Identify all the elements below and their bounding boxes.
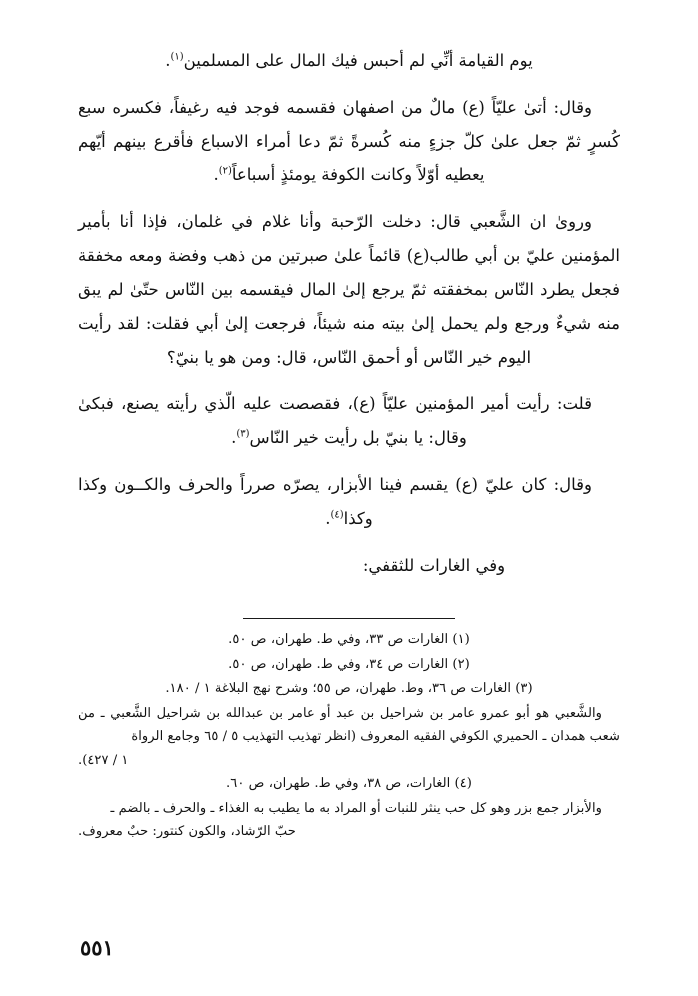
- footnote-item: [78, 628, 620, 652]
- paragraph-spacer: [78, 542, 620, 549]
- paragraph-5-text: وقال: كان عليّ (ع) يقسم فينا الأبزار، يصرّه صرراً والحرف والكــون وكذا وكذا: [78, 474, 592, 528]
- paragraph-5: [78, 468, 620, 536]
- footnote-4-text: الغارات، ص ٣٨، وفي ط. طهران، ص ٦٠.: [226, 776, 451, 792]
- paragraph-6: [78, 549, 620, 583]
- footnote-3b-tail: ١ / ٤٢٧).: [78, 752, 129, 768]
- footnote-ref-1: (١): [170, 51, 184, 63]
- footnote-item: [78, 772, 620, 796]
- footnote-item: [78, 797, 620, 844]
- footnote-item: [78, 702, 620, 773]
- paragraph-6-text: وفي الغارات للثقفي:: [362, 555, 506, 575]
- footnote-4b-text: والأبزار جمع بزر وهو كل حب ينثر للنبات أو المراد به ما يطيب به الغذاء ـ والحرف ـ بالضم ـ: [110, 800, 602, 816]
- paragraph-spacer: [78, 198, 620, 205]
- footnote-item: [78, 653, 620, 677]
- footnote-3-text: الغارات ص ٣٦، وط. طهران، ص ٥٥؛ وشرح نهج البلاغة ١ / ١٨٠.: [165, 681, 512, 697]
- paragraph-2: [78, 91, 620, 192]
- footnote-separator: [243, 618, 455, 619]
- paragraph-4: [78, 387, 620, 455]
- paragraph-spacer: [78, 84, 620, 91]
- footnote-4-marker: (٤): [454, 776, 472, 792]
- footnote-1-marker: (١): [452, 632, 470, 648]
- footnote-3-marker: (٣): [515, 681, 533, 697]
- footnote-2-marker: (٢): [452, 656, 470, 672]
- page-number: ٥٥١: [80, 935, 114, 960]
- footnote-3b-text: والشَّعبي هو أبو عمرو عامر بن شراحيل بن عبد أو عامر بن عبدالله بن شراحيل الشَّعبي ـ من شعب همدان ـ الحميري الكوفي الفقيه المعروف (انظر تهذيب التهذيب ٥ / ٦٥ وجامع الرواة: [78, 705, 620, 745]
- body-text: [78, 44, 620, 588]
- paragraph-4-text: قلت: رأيت أمير المؤمنين عليّاً (ع)، فقصصت عليه الّذي رأيته يصنع، فبكىٰ وقال: يا بنيّ بل رأيت خير النّاس: [78, 394, 592, 448]
- footnote-1-text: الغارات ص ٣٣، وفي ط. طهران، ص ٥٠.: [228, 632, 449, 648]
- footnote-ref-4: (٤): [330, 509, 344, 521]
- footnote-4b-tail: حبّ الرّشاد، والكون كنتور: حبٌ معروف.: [78, 824, 296, 840]
- footnote-ref-3: (٣): [236, 428, 250, 440]
- paragraph-3-text: وروىٰ ان الشَّعبي قال: دخلت الرّحبة وأنا غلام في غلمان، فإذا أنا بأمير المؤمنين عليّ بن أبي طالب(ع) قائماً علىٰ صبرتين من ذهب وفضة ومعه مخفقة فجعل يطرد النّاس بمخفقته ثمّ يرجع إلىٰ المال فيقسمه بين النّاس حتّىٰ لم يبق منه شيءٌ ورجع ولم يحمل إلىٰ بيته منه شيئاً، فرجعت إلىٰ أبي فقلت: لقد رأيت اليوم خير النّاس أو أحمق النّاس، قال: ومن هو يا بنيّ؟: [78, 212, 620, 367]
- notes-gap: [78, 592, 620, 608]
- paragraph-1: [78, 44, 620, 78]
- footnote-ref-2: (٢): [218, 165, 232, 177]
- page-footer: [78, 935, 620, 966]
- paragraph-2-text: وقال: أتىٰ عليّاً (ع) مالٌ من اصفهان فقسمه فوجد فيه رغيفاً، فكسره سبع كُسرٍ ثمّ جعل علىٰ كلّ جزءٍ منه كُسرةً ثمّ دعا أمراء الاسباع فأقرع بينهم أيّهم يعطيه أوّلاً وكانت الكوفة يومئذٍ أسباعاً: [78, 97, 620, 185]
- paragraph-2-trailing: .: [213, 165, 219, 185]
- paragraph-1-trailing: .: [165, 51, 171, 70]
- paragraph-3: [78, 205, 620, 374]
- footnote-2-text: الغارات ص ٣٤، وفي ط. طهران، ص ٥٠.: [228, 656, 449, 672]
- footnote-item: [78, 677, 620, 701]
- paragraph-spacer: [78, 380, 620, 387]
- paragraph-1-text: يوم القيامة أنِّي لم أحبس فيك المال على المسلمين: [183, 51, 533, 70]
- paragraph-spacer: [78, 461, 620, 468]
- footnotes: [78, 628, 620, 844]
- paragraph-5-trailing: .: [325, 508, 331, 528]
- paragraph-4-trailing: .: [231, 428, 237, 448]
